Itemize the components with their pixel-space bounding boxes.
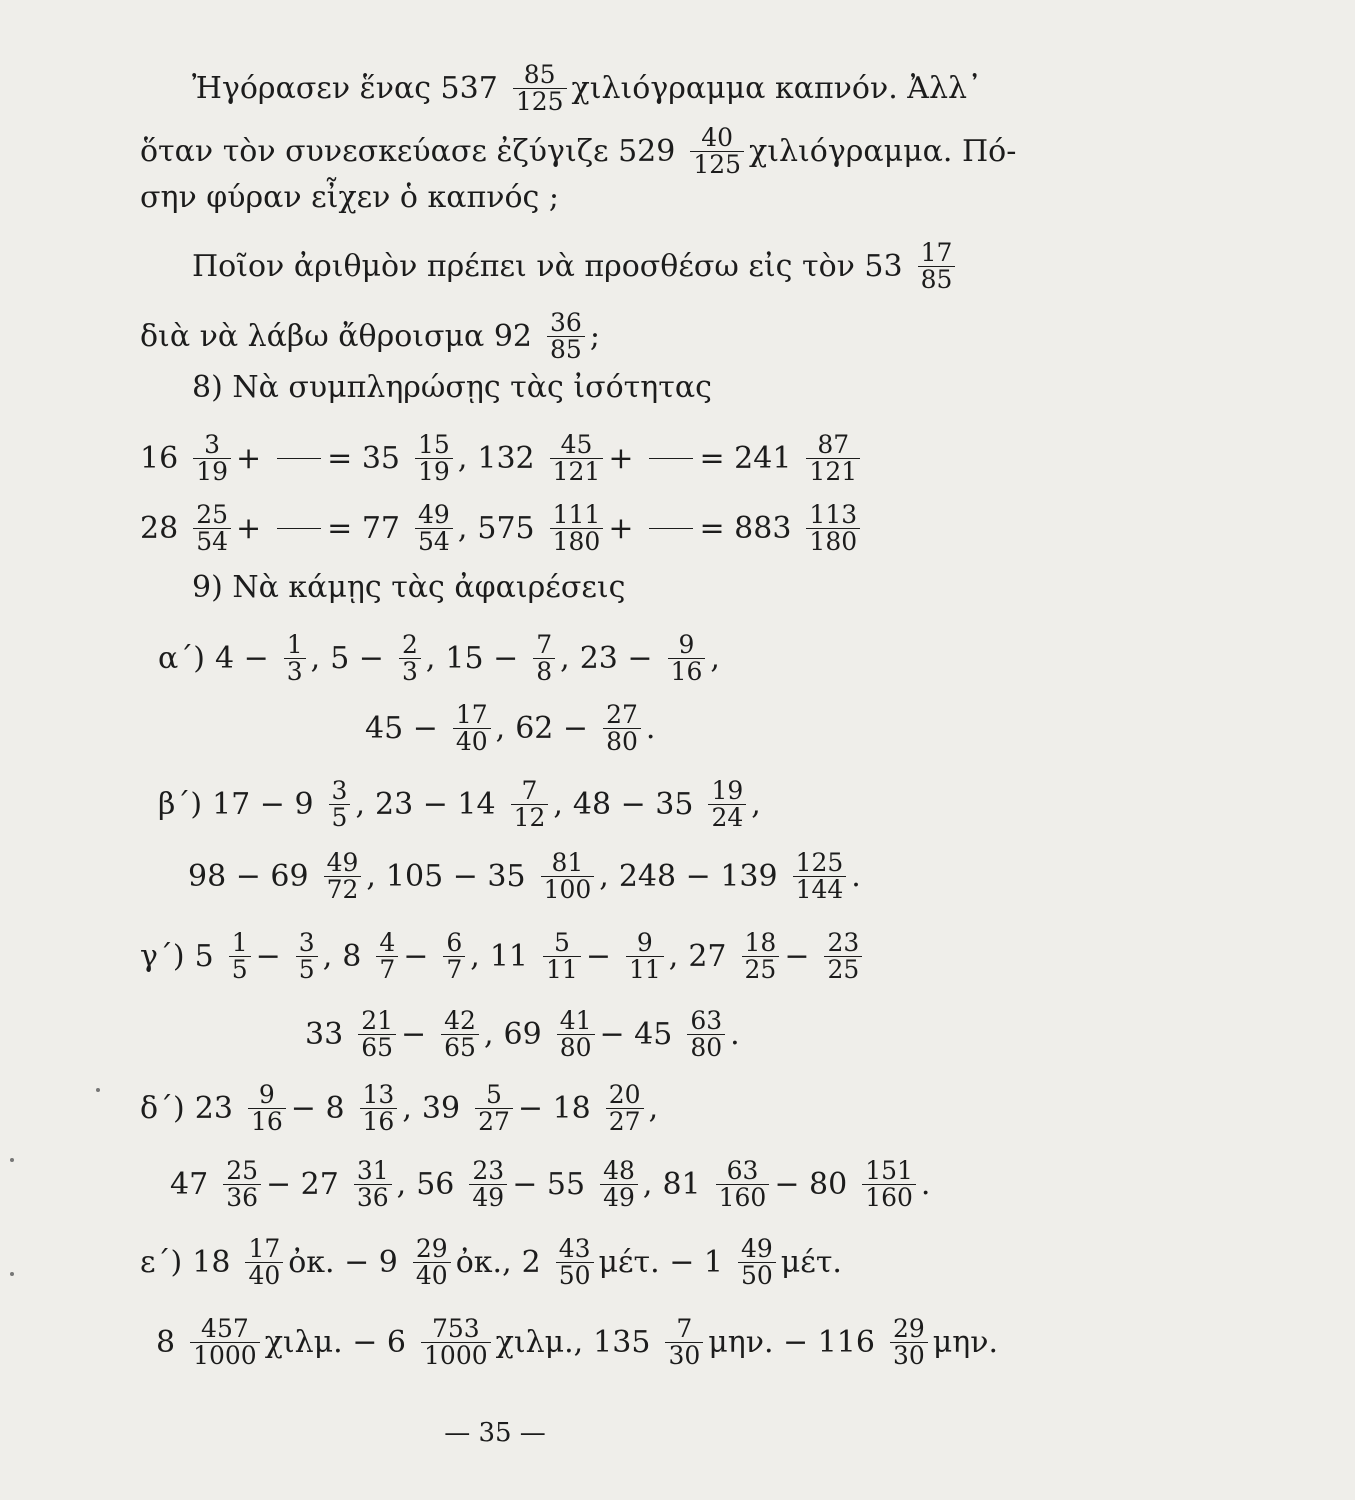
fraction xyxy=(690,125,744,179)
fraction xyxy=(284,632,306,686)
fraction-denominator: 80 xyxy=(606,727,638,757)
text-segment: − 27 xyxy=(266,1166,339,1202)
text-segment: . xyxy=(851,858,861,894)
fraction xyxy=(475,1082,513,1136)
text-segment: β΄) xyxy=(158,786,203,822)
text-segment: + xyxy=(608,510,634,546)
page-number: — 35 — xyxy=(444,1418,546,1448)
text-segment: , xyxy=(470,938,480,974)
fraction-denominator: 85 xyxy=(550,335,582,365)
fraction-denominator: 12 xyxy=(513,803,546,833)
text-segment: χιλμ. − 6 xyxy=(264,1324,407,1360)
fraction xyxy=(556,1236,594,1290)
text-segment: + xyxy=(608,440,634,476)
text-segment: 135 xyxy=(593,1324,651,1360)
fraction-denominator: 27 xyxy=(608,1107,641,1137)
fraction-numerator: 20 xyxy=(608,1080,641,1109)
fraction-numerator: 1 xyxy=(231,928,248,957)
fraction-denominator: 27 xyxy=(478,1107,510,1137)
text-segment: 17 − 9 xyxy=(212,786,314,822)
fraction-denominator: 40 xyxy=(248,1261,281,1291)
fraction-denominator: 11 xyxy=(546,955,578,985)
fraction-numerator: 29 xyxy=(892,1314,925,1343)
fraction xyxy=(708,778,746,832)
answer-blank xyxy=(277,528,321,529)
text-segment: 81 xyxy=(662,1166,701,1202)
text-segment: , xyxy=(560,640,570,676)
text-segment: − 8 xyxy=(290,1090,345,1126)
text-segment: μέτ. xyxy=(780,1244,842,1280)
problem-9-d-row-2 xyxy=(0,1158,1160,1218)
text-segment: 2 xyxy=(521,1244,541,1280)
fraction-numerator: 125 xyxy=(795,848,844,877)
problem-8-row-2 xyxy=(0,502,1130,562)
text-segment: 9) Νὰ κάμῃς τὰς ἀφαιρέσεις xyxy=(192,570,626,605)
fraction-denominator: 49 xyxy=(472,1183,505,1213)
fraction-denominator: 30 xyxy=(892,1341,925,1371)
text-segment: , xyxy=(642,1166,653,1202)
text-segment: − 80 xyxy=(774,1166,848,1202)
fraction xyxy=(557,1008,595,1062)
fraction xyxy=(190,1316,260,1370)
fraction-denominator: 144 xyxy=(795,875,844,905)
fraction-numerator: 45 xyxy=(560,430,593,459)
fraction xyxy=(687,1008,725,1062)
fraction-numerator: 3 xyxy=(331,776,348,805)
fraction-numerator: 23 xyxy=(472,1156,505,1185)
fraction xyxy=(324,850,362,904)
fraction xyxy=(376,930,398,984)
fraction-denominator: 54 xyxy=(418,527,450,557)
fraction xyxy=(533,632,555,686)
fraction xyxy=(360,1082,398,1136)
fraction-numerator: 48 xyxy=(603,1156,635,1185)
text-segment: 56 xyxy=(416,1166,455,1202)
fraction xyxy=(223,1158,261,1212)
fraction-denominator: 3 xyxy=(286,657,303,687)
text-segment: , xyxy=(648,1090,659,1126)
text-segment: − 18 xyxy=(517,1090,591,1126)
fraction-numerator: 15 xyxy=(418,430,450,459)
fraction xyxy=(248,1082,286,1136)
text-segment: . xyxy=(730,1016,740,1052)
text-segment: 27 xyxy=(688,938,727,974)
fraction-denominator: 7 xyxy=(446,955,463,985)
text-segment: χιλμ., xyxy=(495,1324,584,1360)
text-segment: , xyxy=(366,858,376,894)
text-segment: ; xyxy=(589,318,600,354)
fraction-denominator: 7 xyxy=(379,955,396,985)
text-segment: , xyxy=(483,1016,494,1052)
text-segment: , xyxy=(355,786,365,822)
text-segment: μην. xyxy=(932,1324,999,1360)
problem-9-e-row-2 xyxy=(0,1316,1146,1376)
fraction-numerator: 49 xyxy=(326,848,359,877)
fraction xyxy=(358,1008,396,1062)
fraction-denominator: 80 xyxy=(690,1033,723,1063)
fraction xyxy=(413,1236,451,1290)
text-segment: , xyxy=(668,938,679,974)
text-segment: 8 xyxy=(342,938,362,974)
fraction-numerator: 81 xyxy=(551,848,584,877)
fraction xyxy=(626,930,664,984)
text-segment: . xyxy=(645,710,656,746)
answer-blank xyxy=(649,528,693,529)
fraction-numerator: 25 xyxy=(196,500,228,529)
text-segment: μέτ. − 1 xyxy=(598,1244,723,1280)
problem-9-d-row-1 xyxy=(0,1082,1130,1142)
text-segment: , xyxy=(457,440,468,476)
fraction xyxy=(513,62,567,116)
text-segment: ε΄) xyxy=(140,1244,183,1280)
fraction-numerator: 4 xyxy=(379,928,396,957)
problem-6-line-1 xyxy=(0,62,1182,122)
fraction-denominator: 16 xyxy=(362,1107,395,1137)
fraction-numerator: 113 xyxy=(809,500,858,529)
text-segment: 132 xyxy=(477,440,535,476)
fraction-numerator: 9 xyxy=(258,1080,275,1109)
fraction-numerator: 3 xyxy=(204,430,221,459)
fraction xyxy=(296,930,318,984)
fraction-numerator: 18 xyxy=(744,928,777,957)
fraction-numerator: 17 xyxy=(455,700,488,729)
fraction-numerator: 41 xyxy=(559,1006,592,1035)
fraction-denominator: 16 xyxy=(250,1107,283,1137)
text-segment: − xyxy=(403,938,429,974)
print-speck xyxy=(10,1272,14,1276)
fraction-denominator: 11 xyxy=(628,955,661,985)
fraction xyxy=(668,632,706,686)
fraction xyxy=(550,502,604,556)
fraction-numerator: 7 xyxy=(536,630,553,659)
text-segment: = 35 xyxy=(327,440,400,476)
text-segment: , xyxy=(599,858,609,894)
fraction-denominator: 8 xyxy=(536,657,553,687)
answer-blank xyxy=(277,458,321,459)
problem-9-c-row-2 xyxy=(0,1008,1295,1068)
fraction-denominator: 30 xyxy=(668,1341,701,1371)
text-segment: 105 − 35 xyxy=(385,858,526,894)
fraction xyxy=(716,1158,770,1212)
text-segment: 23 − 14 xyxy=(375,786,496,822)
text-segment: 16 xyxy=(140,440,179,476)
problem-6-line-2 xyxy=(0,125,1130,185)
text-segment: . xyxy=(920,1166,931,1202)
fraction-denominator: 5 xyxy=(298,955,315,985)
fraction-denominator: 160 xyxy=(718,1183,767,1213)
text-segment: 98 − 69 xyxy=(188,858,309,894)
text-segment: , xyxy=(553,786,563,822)
fraction xyxy=(600,1158,638,1212)
text-segment: = 883 xyxy=(699,510,792,546)
text-segment: 48 − 35 xyxy=(572,786,694,822)
text-segment: = 77 xyxy=(327,510,400,546)
fraction xyxy=(421,1316,491,1370)
fraction xyxy=(550,432,604,486)
text-segment: χιλιόγραμμα. Πό- xyxy=(749,133,1017,169)
text-segment: Ποῖον ἀριθμὸν πρέπει νὰ προσθέσω εἰς τὸν 53 xyxy=(192,248,903,284)
fraction-numerator: 49 xyxy=(418,500,450,529)
text-segment: − 45 xyxy=(599,1016,673,1052)
fraction-numerator: 13 xyxy=(362,1080,395,1109)
text-segment: 33 xyxy=(305,1016,344,1052)
fraction-numerator: 753 xyxy=(431,1314,480,1343)
text-segment: χιλιόγραμμα καπνόν. Ἀλλ᾽ xyxy=(571,70,982,106)
fraction xyxy=(229,930,251,984)
text-segment: 47 xyxy=(170,1166,209,1202)
fraction-numerator: 25 xyxy=(226,1156,258,1185)
fraction xyxy=(742,930,780,984)
text-segment: δ΄) xyxy=(140,1090,185,1126)
problem-7-line-2 xyxy=(0,310,1130,370)
fraction xyxy=(415,502,453,556)
fraction xyxy=(511,778,549,832)
problem-7-line-1 xyxy=(0,240,1182,300)
problem-9-b-row-2 xyxy=(0,850,1178,910)
text-segment: − xyxy=(255,938,281,974)
fraction xyxy=(193,502,231,556)
fraction-numerator: 36 xyxy=(550,308,582,337)
fraction-denominator: 180 xyxy=(552,527,601,557)
fraction-denominator: 121 xyxy=(552,457,601,487)
fraction-numerator: 27 xyxy=(606,700,638,729)
fraction-numerator: 7 xyxy=(521,776,538,805)
fraction xyxy=(890,1316,928,1370)
text-segment: 23 xyxy=(194,1090,233,1126)
fraction-numerator: 5 xyxy=(553,928,570,957)
fraction-denominator: 100 xyxy=(543,875,592,905)
fraction-numerator: 9 xyxy=(678,630,695,659)
fraction-numerator: 31 xyxy=(356,1156,389,1185)
text-segment: 45 − xyxy=(365,710,438,746)
fraction xyxy=(443,930,465,984)
fraction-numerator: 457 xyxy=(201,1314,249,1343)
fraction xyxy=(193,432,231,486)
text-segment: = 241 xyxy=(699,440,792,476)
fraction-denominator: 65 xyxy=(361,1033,393,1063)
fraction xyxy=(245,1236,283,1290)
text-segment: 11 xyxy=(489,938,529,974)
fraction-numerator: 9 xyxy=(636,928,653,957)
fraction-numerator: 3 xyxy=(298,928,315,957)
problem-8-heading xyxy=(0,372,1182,432)
fraction-numerator: 7 xyxy=(676,1314,693,1343)
fraction xyxy=(918,240,956,294)
fraction-denominator: 40 xyxy=(455,727,488,757)
fraction xyxy=(665,1316,703,1370)
fraction-denominator: 72 xyxy=(326,875,359,905)
fraction xyxy=(824,930,862,984)
text-segment: , xyxy=(457,510,468,546)
text-segment: 8 xyxy=(156,1324,176,1360)
fraction-denominator: 40 xyxy=(415,1261,448,1291)
text-segment: α΄) xyxy=(158,640,205,676)
fraction-numerator: 42 xyxy=(444,1006,476,1035)
fraction xyxy=(469,1158,507,1212)
fraction-denominator: 36 xyxy=(226,1183,258,1213)
fraction xyxy=(606,1082,644,1136)
fraction-denominator: 50 xyxy=(558,1261,591,1291)
fraction-denominator: 1000 xyxy=(424,1341,488,1371)
fraction-numerator: 6 xyxy=(446,928,463,957)
text-segment: 5 xyxy=(194,938,214,974)
text-segment: , xyxy=(425,640,436,676)
problem-6-line-3 xyxy=(0,182,1130,242)
text-segment: 5 − xyxy=(330,640,384,676)
text-segment: σην φύραν εἶχεν ὁ καπνός ; xyxy=(140,180,560,215)
text-segment: + xyxy=(236,440,262,476)
fraction-denominator: 1000 xyxy=(193,1341,257,1371)
fraction xyxy=(806,502,860,556)
fraction-denominator: 50 xyxy=(740,1261,773,1291)
fraction-denominator: 65 xyxy=(444,1033,476,1063)
fraction-numerator: 23 xyxy=(827,928,860,957)
fraction-numerator: 29 xyxy=(415,1234,448,1263)
fraction-numerator: 17 xyxy=(920,238,953,267)
fraction xyxy=(738,1236,776,1290)
fraction-numerator: 63 xyxy=(726,1156,759,1185)
fraction-numerator: 111 xyxy=(552,500,601,529)
fraction-denominator: 121 xyxy=(809,457,858,487)
fraction-denominator: 25 xyxy=(744,955,777,985)
fraction-denominator: 85 xyxy=(920,265,953,295)
fraction-denominator: 54 xyxy=(196,527,228,557)
fraction-numerator: 19 xyxy=(711,776,744,805)
fraction xyxy=(543,930,581,984)
problem-9-heading xyxy=(0,572,1182,632)
text-segment: , xyxy=(710,640,720,676)
fraction-denominator: 24 xyxy=(711,803,744,833)
fraction-denominator: 125 xyxy=(693,150,742,180)
fraction-denominator: 3 xyxy=(401,657,418,687)
text-segment: γ΄) xyxy=(140,938,185,974)
text-segment: − 55 xyxy=(512,1166,586,1202)
fraction-denominator: 180 xyxy=(809,527,858,557)
print-speck xyxy=(96,1088,100,1092)
text-segment: 69 xyxy=(503,1016,542,1052)
fraction-denominator: 19 xyxy=(418,457,450,487)
text-segment: − xyxy=(784,938,810,974)
fraction xyxy=(399,632,421,686)
problem-9-a-row-1 xyxy=(0,632,1148,692)
text-segment: , xyxy=(751,786,761,822)
fraction-denominator: 5 xyxy=(331,803,348,833)
text-segment: − xyxy=(401,1016,427,1052)
fraction-numerator: 5 xyxy=(486,1080,502,1109)
fraction-numerator: 63 xyxy=(690,1006,723,1035)
fraction-numerator: 49 xyxy=(740,1234,773,1263)
fraction-denominator: 80 xyxy=(559,1033,592,1063)
fraction-denominator: 36 xyxy=(356,1183,389,1213)
text-segment: 8) Νὰ συμπληρώσῃς τὰς ἰσότητας xyxy=(192,370,712,405)
text-segment: 575 xyxy=(477,510,535,546)
fraction-denominator: 16 xyxy=(670,657,703,687)
answer-blank xyxy=(649,458,693,459)
fraction-denominator: 125 xyxy=(515,87,564,117)
fraction-numerator: 85 xyxy=(523,60,556,89)
text-segment: 18 xyxy=(192,1244,231,1280)
fraction xyxy=(862,1158,916,1212)
problem-9-c-row-1 xyxy=(0,930,1130,990)
fraction-numerator: 1 xyxy=(286,630,303,659)
fraction-denominator: 49 xyxy=(603,1183,635,1213)
text-segment: ὀκ. − 9 xyxy=(288,1244,398,1280)
fraction xyxy=(793,850,847,904)
text-segment: 62 − xyxy=(515,710,589,746)
problem-9-e-row-1 xyxy=(0,1236,1130,1296)
text-segment: 39 xyxy=(421,1090,461,1126)
text-segment: , xyxy=(322,938,333,974)
fraction xyxy=(329,778,351,832)
fraction xyxy=(547,310,585,364)
fraction xyxy=(806,432,860,486)
fraction-denominator: 5 xyxy=(231,955,248,985)
text-segment: διὰ νὰ λάβω ἄθροισμα 92 xyxy=(140,318,532,354)
fraction xyxy=(441,1008,479,1062)
fraction-numerator: 87 xyxy=(817,430,850,459)
fraction-numerator: 2 xyxy=(401,630,418,659)
fraction xyxy=(415,432,453,486)
fraction-numerator: 43 xyxy=(558,1234,591,1263)
problem-8-row-1 xyxy=(0,432,1130,492)
fraction xyxy=(541,850,595,904)
text-segment: ὅταν τὸν συνεσκεύασε ἐζύγιζε 529 xyxy=(140,133,676,169)
problem-9-b-row-1 xyxy=(0,778,1148,838)
fraction-denominator: 25 xyxy=(827,955,860,985)
text-segment: 15 − xyxy=(445,640,519,676)
fraction-numerator: 17 xyxy=(248,1234,281,1263)
text-segment: μην. − 116 xyxy=(708,1324,875,1360)
text-segment: − xyxy=(585,938,611,974)
text-segment: 4 − xyxy=(214,640,269,676)
text-segment: + xyxy=(236,510,262,546)
fraction xyxy=(453,702,491,756)
fraction-numerator: 151 xyxy=(865,1156,913,1185)
fraction-denominator: 160 xyxy=(865,1183,913,1213)
text-segment: , xyxy=(402,1090,412,1126)
text-segment: , xyxy=(495,710,506,746)
problem-9-a-row-2 xyxy=(0,702,1355,762)
text-segment: 248 − 139 xyxy=(618,858,778,894)
print-speck xyxy=(10,1158,14,1162)
text-segment: 23 − xyxy=(579,640,653,676)
fraction xyxy=(603,702,641,756)
fraction xyxy=(354,1158,392,1212)
fraction-numerator: 40 xyxy=(701,123,734,152)
fraction-numerator: 21 xyxy=(361,1006,393,1035)
text-segment: 28 xyxy=(140,510,179,546)
text-segment: , xyxy=(310,640,321,676)
text-segment: Ἠγόρασεν ἕνας 537 xyxy=(192,70,498,106)
fraction-denominator: 19 xyxy=(196,457,228,487)
text-segment: ὀκ., xyxy=(455,1244,512,1280)
text-segment: , xyxy=(396,1166,407,1202)
